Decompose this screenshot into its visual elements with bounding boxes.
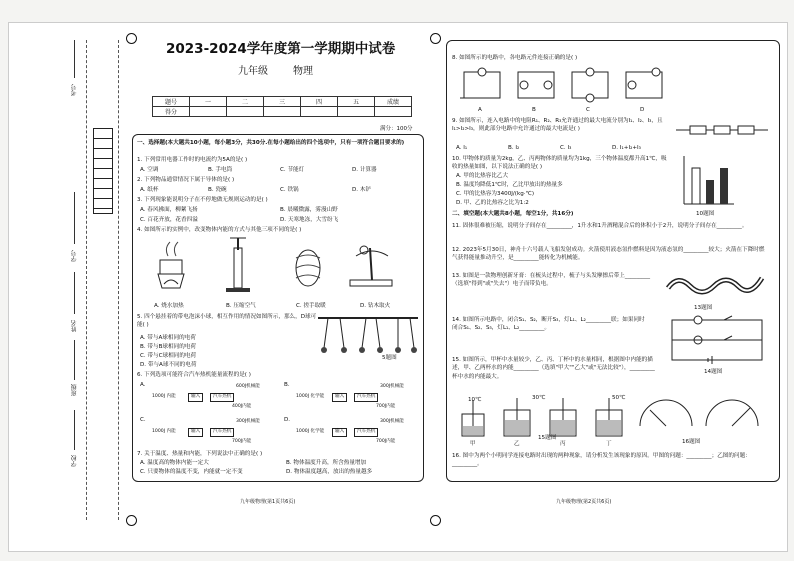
pump-figure-b <box>226 238 250 292</box>
q1-option-b[interactable]: B. 手电筒 <box>208 167 233 173</box>
q6-diagram-d-out1: 300J机械能 <box>380 419 404 424</box>
q4-label-d[interactable]: D. 钻木取火 <box>360 303 391 309</box>
q6-diagram-b[interactable] <box>284 383 414 415</box>
q2-option-c[interactable]: C. 铁锅 <box>280 187 299 193</box>
q4-label-a[interactable]: A. 烧水加热 <box>154 303 184 309</box>
q8-option-b[interactable]: B <box>532 107 536 113</box>
q13-figure <box>664 268 766 302</box>
q9-option-d[interactable]: D. I₁+I₂+I₃ <box>612 145 641 151</box>
q15-figure-caption: 15题图 <box>538 435 557 441</box>
q10-option-d[interactable]: D. 甲、乙的比热容之比为1:2 <box>456 200 529 206</box>
q2-stem: 2. 下列物品通常情况下属于导体的是( ) <box>137 177 235 183</box>
kaohao-line <box>74 40 77 78</box>
q3-option-b[interactable]: B. 晨曦微露，雾漫山野 <box>280 207 338 213</box>
q6-diagram-c[interactable] <box>140 418 270 450</box>
q6-diagram-c-out1: 300J机械能 <box>236 419 260 424</box>
q3-option-c[interactable]: C. 百花齐放，花香四溢 <box>140 217 198 223</box>
q8-option-d[interactable]: D <box>640 107 645 113</box>
score-cell: 四 <box>301 97 338 107</box>
q15-label-yi: 乙 <box>514 441 520 447</box>
q6-diagram-b-input: 1000J 化学能 <box>296 394 325 399</box>
q4-stem: 4. 如图所示的实例中，改变物体内能的方式与其他三项不同的是( ) <box>137 227 302 233</box>
q16-text: 16. 图中为两个小明同学连接电路时出现的两种现象，请分析发生该现象的原因。甲图的问题：_________；乙图的问题：_________。 <box>452 453 751 468</box>
q4-figures <box>150 238 400 300</box>
q15-figure <box>456 395 626 440</box>
q10-option-a[interactable]: A. 甲的比热容比乙大 <box>456 173 509 179</box>
q5-option-a[interactable]: A. 带与A球相同的电荷 <box>140 335 196 341</box>
q3-stem: 3. 下列现象能说明分子在不停地做无规则运动的是( ) <box>137 197 268 203</box>
q6-diagram-d-label: D. <box>284 417 291 423</box>
score-entry[interactable] <box>264 107 301 117</box>
q1-option-c[interactable]: C. 节能灯 <box>280 167 305 173</box>
q6-diagram-b-box2: 汽车热机 <box>354 393 378 402</box>
footer-right: 九年级物理(第2页共6页) <box>556 499 612 505</box>
q6-diagram-a-input: 1000J 内能 <box>152 394 176 399</box>
score-cell: 成绩 <box>375 97 412 107</box>
score-cell: 二 <box>227 97 264 107</box>
q6-diagram-c-out2: 700J内能 <box>232 439 252 444</box>
banji-line <box>74 340 77 380</box>
q5-option-c[interactable]: C. 带与C球相同的电荷 <box>140 353 197 359</box>
q6-diagram-a-out2: 400J内能 <box>232 404 252 409</box>
xuexiao-line <box>74 410 77 450</box>
q3-option-d[interactable]: D. 天寒地冻，大雪纷飞 <box>280 217 339 223</box>
binding-hole <box>126 33 137 44</box>
q13-figure-caption: 13题图 <box>694 305 713 311</box>
binding-hole <box>430 515 441 526</box>
q6-diagram-b-box1: 输入 <box>332 393 347 402</box>
q9-stem: 9. 如图所示，连入电路中的电阻R₁、R₂、R₃允许通过的最大电流分别为I₁、I₂、I₃，且I₁>I₂>I₃，则此部分电路中允许通过的最大电流是( ) <box>452 118 663 132</box>
q2-option-a[interactable]: A. 纸杯 <box>140 187 159 193</box>
label-banji: 班级 <box>71 384 78 396</box>
q16-figure <box>636 396 766 436</box>
score-cell: 一 <box>190 97 227 107</box>
exam-number-grid <box>93 128 113 214</box>
q6-diagram-a[interactable] <box>140 383 270 415</box>
q8-circuits <box>460 66 680 108</box>
q1-option-d[interactable]: D. 计算器 <box>352 167 377 173</box>
q10-figure <box>676 154 736 210</box>
drill-figure-d <box>350 246 392 286</box>
q5-figure-caption: 5题图 <box>382 355 397 361</box>
binding-hole <box>430 33 441 44</box>
q5-figure <box>318 314 418 364</box>
score-entry[interactable] <box>338 107 375 117</box>
hands-figure-c <box>296 250 320 286</box>
q6-diagram-d[interactable] <box>284 418 414 450</box>
full-score: 满分：100分 <box>380 126 413 132</box>
label-xingming: 姓名 <box>71 320 78 332</box>
q6-diagram-a-box1: 输入 <box>188 393 203 402</box>
q15-label-ding: 丁 <box>606 441 612 447</box>
q14-figure-caption: 14题图 <box>704 369 723 375</box>
xuehao-line <box>74 192 77 244</box>
q7-stem: 7. 关于温度、热量和内能，下列说法中正确的是( ) <box>137 451 263 457</box>
q10-option-b[interactable]: B. 温度均降低1℃时，乙比甲放出的热量多 <box>456 182 563 188</box>
footer-left: 九年级物理(第1页共6页) <box>240 499 296 505</box>
q2-option-d[interactable]: D. 木铲 <box>352 187 372 193</box>
q6-diagram-d-box2: 汽车热机 <box>354 428 378 437</box>
section2-heading: 二、填空题(本大题共8小题，每空1分，共16分) <box>452 211 574 217</box>
q14-figure <box>668 316 768 366</box>
q6-diagram-b-label: B. <box>284 382 290 388</box>
q10-stem: 10. 甲物体的质量为2kg，乙、丙两物体的质量均为1kg，三个物体温度都升高1℃，吸收的热量如图，以下说法正确的是( ) <box>452 156 667 170</box>
section1-heading: 一、选择题(本大题共10小题，每小题3分，共30分.在每小题给出的四个选项中，只有一项符合题目要求的) <box>137 140 405 146</box>
q4-label-b[interactable]: B. 压缩空气 <box>226 303 256 309</box>
q6-diagram-c-box1: 输入 <box>188 428 203 437</box>
binding-line <box>86 40 87 520</box>
score-cell: 题号 <box>153 97 190 107</box>
score-entry[interactable] <box>190 107 227 117</box>
q1-option-a[interactable]: A. 空调 <box>140 167 159 173</box>
q6-diagram-c-box2: 汽车热机 <box>210 428 234 437</box>
q4-label-c[interactable]: C. 搓手取暖 <box>296 303 326 309</box>
q6-diagram-d-box1: 输入 <box>332 428 347 437</box>
score-cell: 得分 <box>153 107 190 117</box>
q13-text: 13. 如图是一款物理创新牙膏：在梳头过程中，梳子与头发摩擦后带上_________（选填"得到"或"失去"）电子而带负电。 <box>452 273 651 288</box>
q9-option-b[interactable]: B. I₂ <box>508 145 520 151</box>
q15-text: 15. 如图所示，甲杯中水量较少，乙、丙、丁杯中的水量相同，根据图中内能的描述，甲、乙两杯水的内能_________（选填"甲大""乙大"或"无法比较"），_________杯中水的内能最大。 <box>452 357 655 380</box>
xingming-line <box>74 272 77 314</box>
binding-hole <box>126 515 137 526</box>
score-entry[interactable] <box>301 107 338 117</box>
q6-diagram-c-input: 1000J 内能 <box>152 429 176 434</box>
burner-figure-a <box>158 242 184 288</box>
subject-label: 物理 <box>293 66 313 77</box>
q6-diagram-b-out2: 700J内能 <box>376 404 396 409</box>
q9-option-a[interactable]: A. I₁ <box>456 145 468 151</box>
exam-title: 2023-2024学年度第一学期期中试卷 <box>166 41 396 57</box>
q3-option-a[interactable]: A. 春风拂面，柳絮飞扬 <box>140 207 198 213</box>
score-entry[interactable] <box>227 107 264 117</box>
q1-stem: 1. 下列常用电器工作时的电流约为5A的是( ) <box>137 157 248 163</box>
q6-diagram-c-label: C. <box>140 417 146 423</box>
q9-option-c[interactable]: C. I₃ <box>560 145 572 151</box>
score-cell: 三 <box>264 97 301 107</box>
score-cell: 五 <box>338 97 375 107</box>
q7-option-c[interactable]: C. 只要物体的温度不变，内能就一定不变 <box>140 469 243 475</box>
label-xuehao: 学号 <box>71 250 78 262</box>
q2-option-b[interactable]: B. 瓷碗 <box>208 187 227 193</box>
q5-option-b[interactable]: B. 带与B球相同的电荷 <box>140 344 196 350</box>
q15-temp-1: 10℃ <box>468 397 482 403</box>
q12-text: 12. 2023年5月30日，神舟十六号载人飞船发射成功。火箭使用液态氢作燃料是因为液态氢的_________较大；火箭在下降时燃气获得能量推动升空，是_________能转化为机械能。 <box>452 247 765 262</box>
q11-text: 11. 固体很难被压缩，说明分子间存在_________，1升水和1升酒精混合后的体积小于2升，说明分子间存在_________。 <box>452 223 748 229</box>
q5-option-d[interactable]: D. 带与A球不同的电荷 <box>140 362 197 368</box>
q8-option-a[interactable]: A <box>478 107 482 113</box>
q15-temp-2: 30℃ <box>532 395 546 401</box>
q9-figure <box>676 116 768 144</box>
q5-stem: 5. 四个悬挂着的带电泡沫小球，相互作用的情况如图所示，那么，D球可能( ) <box>137 314 317 328</box>
q6-stem: 6. 下列选项可能符合汽车热机能量流程的是( ) <box>137 372 251 378</box>
label-kaohao: 考号 <box>71 84 78 96</box>
q8-option-c[interactable]: C <box>586 107 590 113</box>
q8-stem: 8. 如图所示的电路中，各电路元件连接正确的是( ) <box>452 55 578 61</box>
q14-text: 14. 如图所示电路中，闭合S₁、S₂，断开S₃，灯L₁、L₂_________联；如果同时闭合S₁、S₂、S₃，灯L₁、L₂_________。 <box>452 317 645 332</box>
q6-diagram-a-box2: 汽车热机 <box>210 393 234 402</box>
q6-diagram-d-out2: 700J内能 <box>376 439 396 444</box>
q10-figure-caption: 10题图 <box>696 211 715 217</box>
score-entry[interactable] <box>375 107 412 117</box>
q6-diagram-d-input: 1000J 化学能 <box>296 429 325 434</box>
binding-line <box>118 40 119 520</box>
q10-option-c[interactable]: C. 甲的比热容为3400J/(kg·℃) <box>456 191 535 197</box>
q15-label-bing: 丙 <box>560 441 566 447</box>
grade-label: 九年级 <box>238 66 268 77</box>
q6-diagram-b-out1: 300J机械能 <box>380 384 404 389</box>
q7-option-b[interactable]: B. 物体温度升高，所含热量增加 <box>286 460 367 466</box>
label-xuexiao: 学校 <box>71 455 78 467</box>
q6-diagram-a-label: A. <box>140 382 146 388</box>
q7-option-d[interactable]: D. 物体温度越高，放出的热量越多 <box>286 469 373 475</box>
q15-temp-3: 50℃ <box>612 395 626 401</box>
q15-label-jia: 甲 <box>470 441 476 447</box>
score-table <box>152 96 412 117</box>
q6-diagram-a-out1: 600J机械能 <box>236 384 260 389</box>
q16-figure-caption: 16题图 <box>682 439 701 445</box>
q7-option-a[interactable]: A. 温度高的物体内能一定大 <box>140 460 209 466</box>
